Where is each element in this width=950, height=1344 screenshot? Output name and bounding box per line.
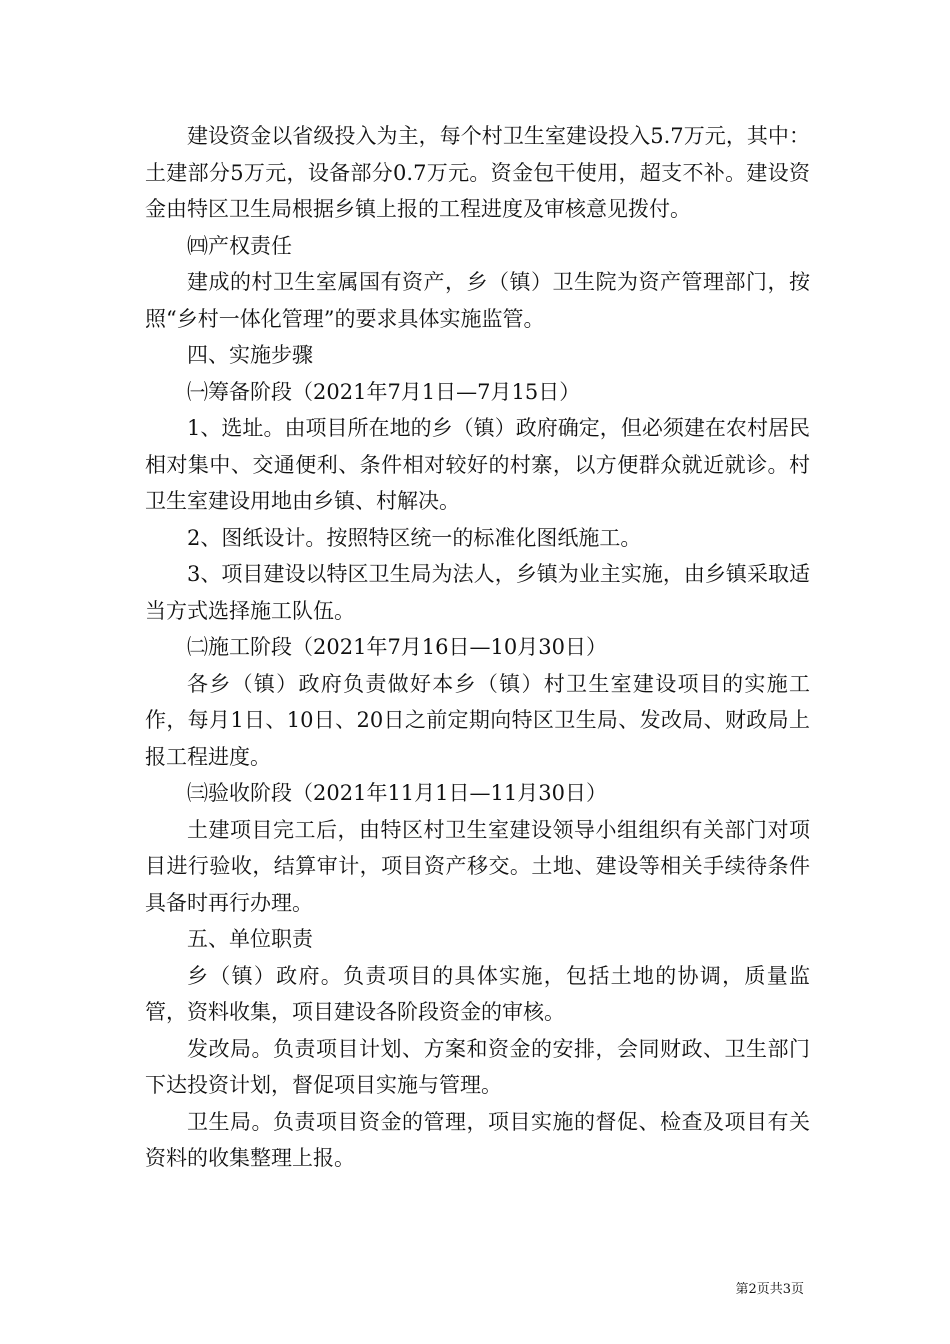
paragraph-property-rights: 建成的村卫生室属国有资产，乡（镇）卫生院为资产管理部门，按照“乡村一体化管理”的要求具体实施监管。 bbox=[145, 270, 810, 331]
paragraph-project-construction: 3、项目建设以特区卫生局为法人，乡镇为业主实施，由乡镇采取适当方式选择施工队伍。 bbox=[145, 562, 810, 623]
paragraph-construction-work: 各乡（镇）政府负责做好本乡（镇）村卫生室建设项目的实施工作，每月1日、10日、20日之前定期向特区卫生局、发改局、财政局上报工程进度。 bbox=[145, 671, 810, 769]
paragraph-site-selection: 1、选址。由项目所在地的乡（镇）政府确定，但必须建在农村居民相对集中、交通便利、条件相对较好的村寨，以方便群众就近就诊。村卫生室建设用地由乡镇、村解决。 bbox=[145, 416, 810, 513]
heading-implementation-steps: 四、实施步骤 bbox=[187, 343, 313, 367]
heading-property-rights: ㈣产权责任 bbox=[187, 233, 292, 258]
paragraph-funding: 建设资金以省级投入为主，每个村卫生室建设投入5.7万元，其中：土建部分5万元，设备部分0.7万元。资金包干使用，超支不补。建设资金由特区卫生局根据乡镇上报的工程进度及审核意见拨付。 bbox=[145, 124, 810, 221]
paragraph-township-duty: 乡（镇）政府。负责项目的具体实施，包括土地的协调，质量监管，资料收集，项目建设各阶段资金的审核。 bbox=[145, 963, 810, 1024]
heading-construction-stage: ㈡施工阶段（2021年7月16日—10月30日） bbox=[187, 635, 607, 659]
heading-unit-duties: 五、单位职责 bbox=[187, 927, 313, 951]
paragraph-acceptance: 土建项目完工后，由特区村卫生室建设领导小组组织有关部门对项目进行验收，结算审计，项目资产移交。土地、建设等相关手续待条件具备时再行办理。 bbox=[145, 817, 810, 915]
heading-acceptance-stage: ㈢验收阶段（2021年11月1日—11月30日） bbox=[187, 781, 607, 805]
heading-preparation-stage: ㈠筹备阶段（2021年7月1日—7月15日） bbox=[187, 379, 581, 404]
paragraph-drawing-design: 2、图纸设计。按照特区统一的标准化图纸施工。 bbox=[187, 525, 642, 550]
page-number-footer: 第2页共3页 bbox=[735, 1282, 804, 1297]
paragraph-health-bureau-duty: 卫生局。负责项目资金的管理，项目实施的督促、检查及项目有关资料的收集整理上报。 bbox=[145, 1109, 810, 1170]
paragraph-development-reform-duty: 发改局。负责项目计划、方案和资金的安排，会同财政、卫生部门下达投资计划，督促项目实施与管理。 bbox=[145, 1036, 810, 1097]
document-body bbox=[145, 118, 810, 1177]
